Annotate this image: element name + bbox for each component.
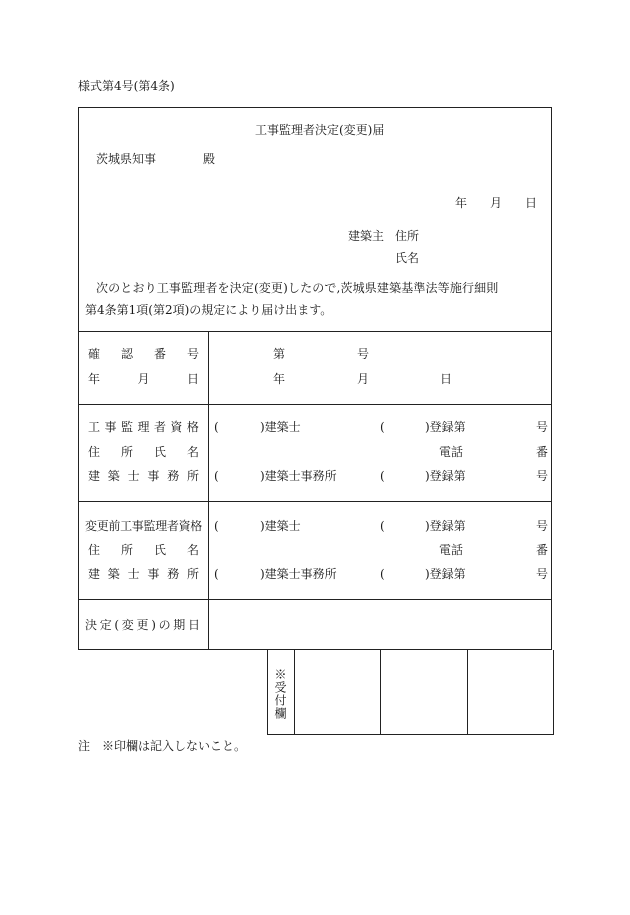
supervisor-registration: )登録第: [425, 420, 466, 434]
previous-supervisor-office-reg-paren: (: [380, 567, 385, 581]
footer-note: 注 ※印欄は記入しないこと。: [78, 739, 247, 753]
supervisor-address-name-label: 住 所 氏 名: [88, 445, 199, 459]
previous-supervisor-office-registration: )登録第: [425, 567, 466, 581]
form-title: 工事監理者決定(変更)届: [255, 123, 385, 137]
supervisor-office-paren: (: [214, 469, 219, 483]
row-divider: [78, 331, 552, 332]
decision-date-label: 決 定 ( 変 更 ) の 期 日: [85, 618, 200, 632]
supervisor-qualification-label: 工 事 監 理 者 資 格: [88, 420, 199, 434]
date-day: 日: [525, 196, 538, 210]
confirmation-number-prefix: 第: [273, 347, 286, 361]
reception-box: [267, 650, 554, 735]
row-divider: [78, 501, 552, 502]
previous-supervisor-office: )建築士事務所: [260, 567, 337, 581]
previous-supervisor-office-label: 建 築 士 事 務 所: [88, 567, 199, 581]
body-text-line1: 次のとおり工事監理者を決定(変更)したので,茨城県建築基準法等施行細則: [96, 281, 499, 295]
previous-supervisor-phone-b: 番: [536, 543, 549, 557]
confirmation-date-label: 年 月 日: [88, 372, 199, 386]
row-divider: [78, 599, 552, 600]
previous-supervisor-office-number-suffix: 号: [536, 567, 549, 581]
previous-supervisor-phone-a: 電話: [439, 543, 464, 557]
supervisor-office: )建築士事務所: [260, 469, 337, 483]
reception-label: ※受付欄: [273, 668, 287, 720]
supervisor-reg-paren: (: [380, 420, 385, 434]
confirmation-date-day: 日: [440, 372, 453, 386]
previous-supervisor-registration: )登録第: [425, 519, 466, 533]
previous-supervisor-open-paren: (: [214, 519, 219, 533]
supervisor-phone-a: 電話: [439, 445, 464, 459]
confirmation-date-year: 年: [273, 372, 286, 386]
form-label: 様式第4号(第4条): [78, 79, 175, 93]
previous-supervisor-office-paren: (: [214, 567, 219, 581]
column-divider: [208, 331, 209, 650]
reception-divider: [467, 650, 468, 735]
supervisor-office-reg-paren: (: [380, 469, 385, 483]
confirmation-number-label: 確 認 番 号: [88, 347, 199, 361]
reception-divider: [380, 650, 381, 735]
supervisor-office-label: 建 築 士 事 務 所: [88, 469, 199, 483]
applicant-role: 建築主: [348, 229, 385, 243]
confirmation-number-suffix: 号: [357, 347, 370, 361]
previous-supervisor-address-name-label: 住 所 氏 名: [88, 543, 199, 557]
addressee-honorific: 殿: [203, 152, 216, 166]
applicant-name-label: 氏名: [395, 251, 420, 265]
previous-supervisor-architect: )建築士: [260, 519, 301, 533]
addressee-name: 茨城県知事: [96, 152, 157, 166]
date-month: 月: [490, 196, 503, 210]
reception-divider: [294, 650, 295, 735]
row-divider: [78, 404, 552, 405]
applicant-address-label: 住所: [395, 229, 420, 243]
body-text-line2: 第4条第1項(第2項)の規定により届け出ます。: [85, 303, 333, 317]
confirmation-date-month: 月: [357, 372, 370, 386]
supervisor-office-number-suffix: 号: [536, 469, 549, 483]
supervisor-architect: )建築士: [260, 420, 301, 434]
supervisor-number-suffix: 号: [536, 420, 549, 434]
supervisor-qualification-open-paren: (: [214, 420, 219, 434]
supervisor-phone-b: 番: [536, 445, 549, 459]
previous-supervisor-qualification-label: 変更前工事監理者資格: [85, 519, 203, 533]
previous-supervisor-number-suffix: 号: [536, 519, 549, 533]
previous-supervisor-reg-paren: (: [380, 519, 385, 533]
supervisor-office-registration: )登録第: [425, 469, 466, 483]
date-year: 年: [455, 196, 468, 210]
